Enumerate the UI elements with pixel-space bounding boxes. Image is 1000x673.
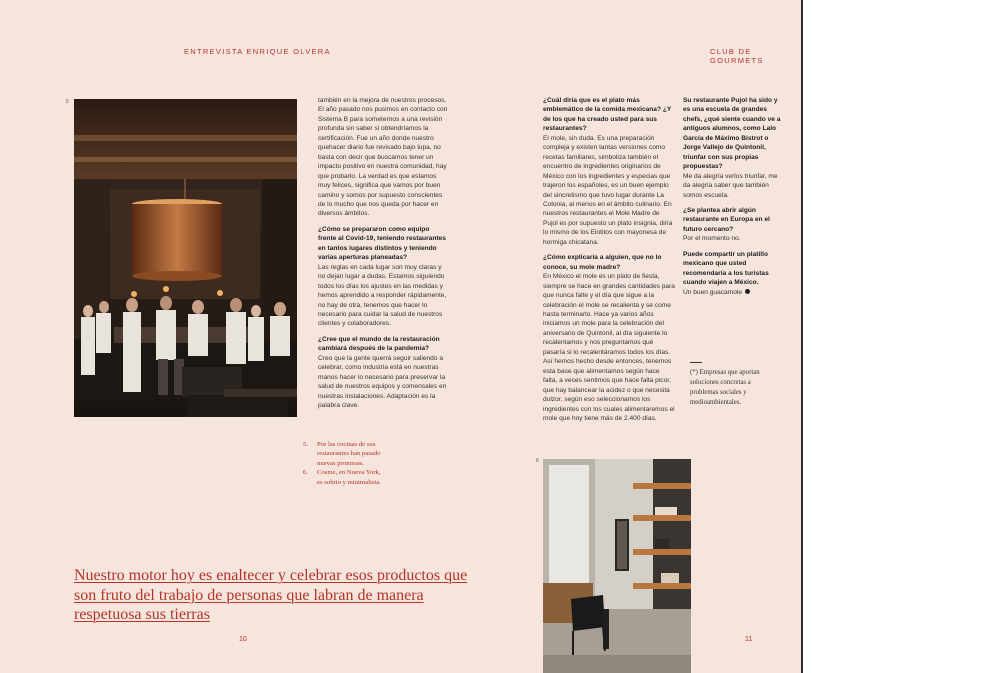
running-head-right: CLUB DE GOURMETS (710, 47, 764, 65)
interview-question: Puede compartir un platillo mexicano que usted recomendaría a los turistas cuando viajen a México. (683, 250, 769, 287)
footnote-aside (690, 362, 770, 408)
interview-question: ¿Cree que el mundo de la restauración cambiará después de la pandemia? (318, 335, 440, 353)
col1-paragraph: también en la mejora de nuestros procesos. El año pasado nos pusimos en contacto con Sistema B para someternos a una revisión profunda sin saber si obtendríamos la certificación. Fue un año donde nuestro quehacer diario fue revisado bajo lupa, no basta con decir que buscamos tener un impacto positivo en nuestra comunidad, hay que probarlo. La verdad es que estamos muy felices, significa que vamos por buen camino y somos por supuesto conscientes de lo mucho que nos queda por hacer en diversos ámbitos. (318, 97, 448, 218)
interview-question: ¿Cuál diría que es el plato más emblemático de la comida mexicana? ¿Y de los que ha creado usted para sus restaurantes? (543, 97, 672, 133)
article-column-2 (543, 96, 675, 429)
interior-photo-illustration (543, 459, 691, 673)
page-number-right: 11 (745, 636, 753, 643)
caption-text: Por las cocinas de sus restaurantes han pasado nuevas promesas. (317, 441, 381, 467)
caption-5 (303, 440, 383, 468)
photo-number-5: 5 (66, 99, 69, 105)
restaurant-team-photo (74, 99, 297, 417)
interview-question: ¿Se plantea abrir algún restaurante en Europa en el futuro cercano? (683, 206, 770, 233)
footnote-rule (690, 362, 702, 363)
col3-answer (683, 288, 781, 297)
col2-answer: En México el mole es un plato de fiesta, siempre se hace en grandes cantidades para que nunca falte y el día que sigue a la celebración el mole se recalienta y se come hasta terminarlo. Hace ya varios años iniciamos un mole para la celebración del aniversario de Quintonil, al día siguiente lo recalentamos y nos preguntamos qué pasaría si lo recalentáramos todos los días. Así hemos hecho desde entonces, tenemos esta base que alimentamos según hace falta, a veces sentimos que hace falta picor, que hay balancear la acidez o que necesita dulzor, según eso seleccionamos los ingredientes con los cuales alimentaremos el mole que hoy tiene más de 2.400 días. (543, 273, 675, 422)
caption-6 (303, 468, 383, 487)
page-number-left: 10 (239, 636, 247, 643)
end-of-article-bullet-icon (745, 289, 750, 294)
col1-answer: Creo que la gente querrá seguir saliendo a celebrar, como industria está en nuestras manos hacer lo necesario para preservar la salud de nuestros equipos y comensales en nuestras instalaciones. Adaptación es la palabra clave. (318, 354, 447, 410)
footnote-text: (*) Empresas que aportan soluciones concretas a problemas sociales y medioambientales. (690, 369, 760, 406)
photo-number-6: 6 (536, 458, 539, 464)
restaurant-photo-illustration (74, 99, 297, 417)
col3-answer: Me da alegría verlos triunfar, me da alegría saber que también somos escuela. (683, 172, 778, 199)
interview-question: ¿Cómo explicaría a alguien, que no lo conoce, su mole madre? (543, 254, 662, 271)
pull-quote: Nuestro motor hoy es enaltecer y celebrar esos productos que son fruto del trabajo de personas que labran de manera respetuosa sus tierras (74, 567, 468, 623)
caption-number: 5. (303, 441, 309, 448)
running-head-left: ENTREVISTA ENRIQUE OLVERA (184, 47, 331, 56)
caption-number: 6. (303, 469, 309, 477)
closing-answer: Un buen guacamole (683, 288, 743, 296)
col2-answer: El mole, sin duda. Es una preparación compleja y existen tantas versiones como recetas familiares, simboliza también el encuentro de ingredientes originarios de México con los ingredientes y especias que trajeron los españoles, es un buen ejemplo del sincretismo que tuvo lugar durante La Colonia, al menos en el ámbito culinario. En nuestros restaurantes el Mole Madre de Pujol es por supuesto un plato insignia, diría lo mismo de los Elotitos con mayonesa de hormiga chicatana. (543, 134, 673, 246)
page-edge-line (801, 0, 803, 673)
article-column-1 (318, 96, 448, 417)
article-column-3 (683, 96, 781, 303)
dining-room-photo (543, 459, 691, 673)
interview-question: Su restaurante Pujol ha sido y es una escuela de grandes chefs, ¿qué siente cuando ve a antiguos alumnos, como Lalo García de Máximo Bistrot o Jorge Vallejo de Quintonil, triunfar con sus propias propuestas? (683, 97, 781, 171)
col1-answer: Las reglas en cada lugar son muy claras y no dejan lugar a dudas. Estamos siguiendo todos los días los ajustes en las medidas y hemos aprendido a responder rápidamente, no hay de otra, tenemos que hacer lo necesario para cuidar la salud de nuestros clientes y colaboradores. (318, 263, 447, 328)
interview-question: ¿Cómo se prepararon como equipo frente al Covid-19, teniendo restaurantes en tantos lugares distintos y teniendo varias aperturas planeadas? (318, 225, 446, 262)
photo-captions (303, 440, 383, 487)
caption-text: Cosme, en Nueva York, es sobrio y minimalista. (317, 469, 381, 486)
col3-answer: Por el momento no. (683, 235, 741, 243)
